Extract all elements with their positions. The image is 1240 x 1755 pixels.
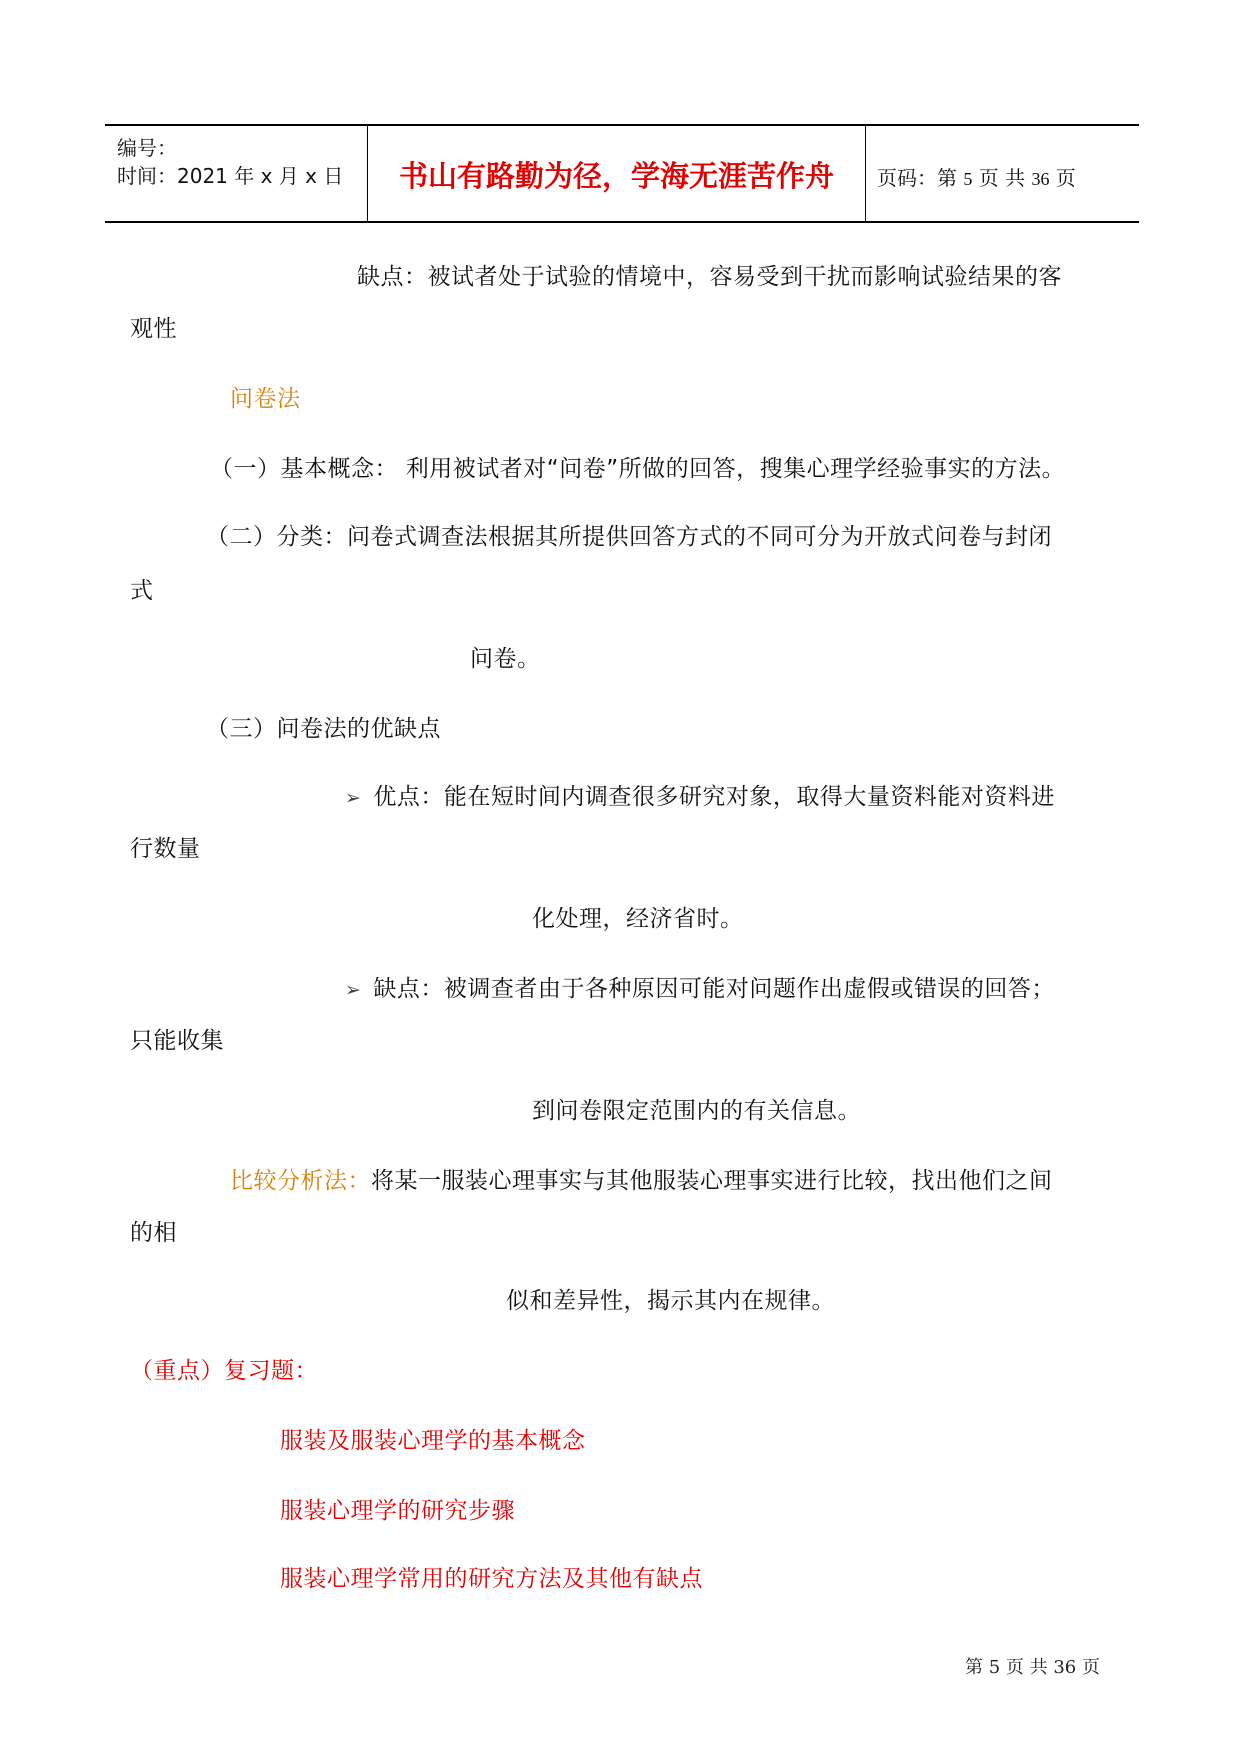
- comparison-label: 比较分析法：: [230, 1168, 371, 1194]
- cons-line2: 只能收集: [130, 1028, 224, 1054]
- pros-line3: 化处理，经济省时。: [532, 906, 744, 932]
- review-item: 服装心理学常用的研究方法及其他有缺点: [280, 1566, 703, 1592]
- time-label: 时间：2021 年 x 月 x 日: [117, 164, 344, 188]
- questionnaire-heading: 问卷法: [230, 386, 301, 412]
- page-code: [877, 162, 1076, 191]
- cons-line3: 到问卷限定范围内的有关信息。: [532, 1098, 861, 1124]
- header-motto-cell: [368, 126, 866, 221]
- bullet-arrow-icon: ➢: [345, 979, 362, 1001]
- questionnaire-concept: （一）基本概念： 利用被试者对“问卷”所做的回答，搜集心理学经验事实的方法。: [210, 456, 1066, 482]
- pros-line1: [345, 778, 1055, 811]
- review-heading: （重点）复习题：: [130, 1358, 318, 1384]
- page-code-total: 36: [1031, 169, 1050, 189]
- questionnaire-classification-line1: （二）分类：问卷式调查法根据其所提供回答方式的不同可分为开放式问卷与封闭: [206, 524, 1052, 550]
- page-code-prefix: 页码：第: [877, 166, 964, 190]
- motto: 书山有路勤为径，学海无涯苦作舟: [398, 159, 834, 193]
- header-info-cell: [105, 126, 368, 221]
- review-item: 服装心理学的研究步骤: [280, 1498, 515, 1524]
- bullet-arrow-icon: ➢: [345, 787, 362, 809]
- page-code-number: 5: [963, 169, 973, 189]
- questionnaire-pros-cons-heading: （三）问卷法的优缺点: [206, 716, 441, 742]
- comparison-line1: [230, 1162, 1053, 1195]
- comparison-line2: 的相: [130, 1220, 177, 1246]
- questionnaire-classification-line2: 式: [130, 578, 154, 604]
- experiment-cons-line2: 观性: [130, 316, 177, 342]
- experiment-cons-line1: 缺点：被试者处于试验的情境中，容易受到干扰而影响试验结果的客: [357, 264, 1062, 290]
- pros-line2: 行数量: [130, 836, 201, 862]
- header-page-cell: [867, 126, 1139, 221]
- pros-text: 优点：能在短时间内调查很多研究对象，取得大量资料能对资料进: [373, 784, 1055, 810]
- comparison-line3: 似和差异性，揭示其内在规律。: [506, 1288, 835, 1314]
- page-footer: 第 5 页 共 36 页: [965, 1657, 1100, 1678]
- questionnaire-classification-line3: 问卷。: [470, 646, 541, 672]
- number-label: 编号：: [117, 136, 177, 160]
- cons-text: 缺点：被调查者由于各种原因可能对问题作出虚假或错误的回答；: [373, 976, 1055, 1002]
- page-header: [105, 124, 1139, 223]
- page-code-mid: 页 共: [972, 166, 1032, 190]
- comparison-text: 将某一服装心理事实与其他服装心理事实进行比较，找出他们之间: [371, 1168, 1053, 1194]
- cons-line1: [345, 970, 1055, 1003]
- review-item: 服装及服装心理学的基本概念: [280, 1428, 586, 1454]
- page-code-suffix: 页: [1049, 166, 1076, 190]
